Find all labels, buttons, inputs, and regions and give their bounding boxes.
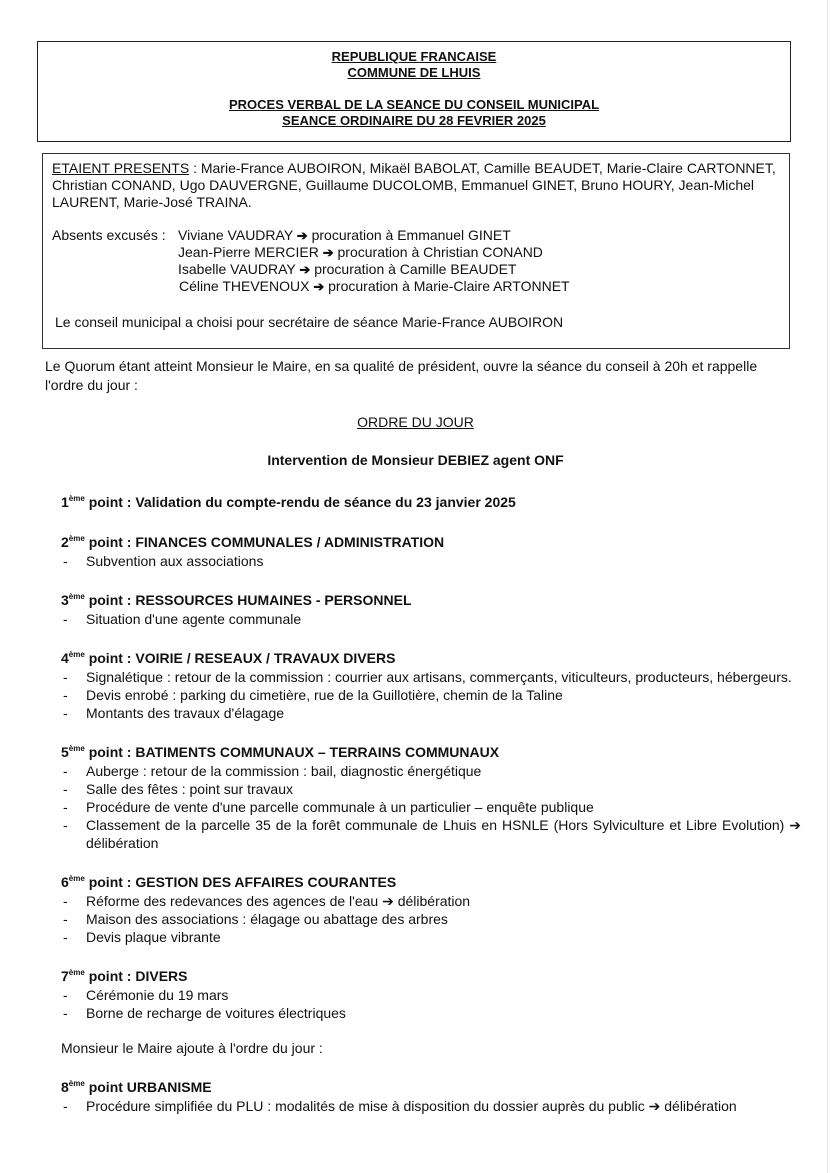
point-number: 4 [61,650,69,666]
header-commune: COMMUNE DE LHUIS [347,65,481,80]
agenda-item-text: Classement de la parcelle 35 de la forêt communale de Lhuis en HSNLE (Hors Sylviculture et Libre Evolution) ➔ délibération [86,817,801,851]
scan-edge-line [827,0,828,1173]
point-title-text: point : DIVERS [84,968,188,984]
header-title: PROCES VERBAL DE LA SEANCE DU CONSEIL MUNICIPAL [228,97,600,112]
agenda-title [0,414,831,430]
agenda-point [61,739,801,852]
point-ordinal-suffix: ème [68,1079,85,1088]
agenda-point-title [61,1074,801,1097]
agenda-title-text: ORDRE DU JOUR [357,414,474,430]
point-ordinal-suffix: ème [68,592,85,601]
arrow-right-icon: ➔ [313,279,325,294]
point-number: 2 [61,534,69,550]
agenda-item-text: Situation d'une agente communale [86,611,302,627]
agenda-item [61,704,801,722]
dash-bullet-icon: - [63,611,68,627]
agenda-point-items [61,762,801,852]
agenda-item [61,686,801,704]
agenda-item-text: Devis plaque vibrante [86,929,221,945]
arrow-right-icon: ➔ [296,228,308,243]
agenda-item-text: Cérémonie du 19 mars [86,987,229,1003]
agenda-item [61,928,801,946]
point-title-text: point : BATIMENTS COMMUNAUX – TERRAINS COMMUNAUX [84,744,500,760]
agenda-item [61,610,801,628]
point-number: 5 [61,744,69,760]
dash-bullet-icon: - [63,1098,68,1114]
arrow-right-icon: ➔ [299,262,311,277]
secretary-statement: Le conseil municipal a choisi pour secrétaire de séance Marie-France AUBOIRON [55,314,564,330]
agenda-point [61,587,801,628]
point-title-text: point : VOIRIE / RESEAUX / TRAVAUX DIVERS [84,650,396,666]
agenda-point-title [61,587,801,610]
point-ordinal-suffix: ème [68,968,85,977]
document-header [37,41,791,142]
agenda-item-text: Auberge : retour de la commission : bail, diagnostic énergétique [86,763,482,779]
agenda-item [61,668,801,686]
point-number: 7 [61,968,69,984]
absent-proxy: procuration à Camille BEAUDET [314,261,517,277]
agenda-item-text: Réforme des redevances des agences de l'eau ➔ délibération [86,893,471,909]
agenda-item-text: Maison des associations : élagage ou abattage des arbres [86,911,448,927]
agenda-item-text: Procédure de vente d'une parcelle communale à un particulier – enquête publique [86,799,594,815]
agenda-item [61,798,801,816]
dash-bullet-icon: - [63,929,68,945]
agenda-point [61,645,801,722]
maire-adds-statement: Monsieur le Maire ajoute à l'ordre du jour : [61,1040,323,1056]
dash-bullet-icon: - [63,669,68,685]
dash-bullet-icon: - [63,763,68,779]
present-names: : Marie-France AUBOIRON, Mikaël BABOLAT, Camille BEAUDET, Marie-Claire CARTONNET, Christian CONAND, Ugo DAUVERGNE, Guillaume DUCOLOMB, Emmanuel GINET, Bruno HOURY, Jean-Michel LAURENT, Marie-José TRAINA. [52,160,776,210]
point-title-text: point : GESTION DES AFFAIRES COURANTES [84,874,397,890]
present-label: ETAIENT PRESENTS [52,160,190,176]
point-number: 6 [61,874,69,890]
agenda-item-text: Subvention aux associations [86,553,264,569]
absent-name: Isabelle VAUDRAY [178,261,296,277]
agenda-item [61,1097,801,1115]
agenda-item [61,910,801,928]
agenda-point-items [61,1097,801,1115]
attendance-box [42,153,790,349]
agenda-item-text: Signalétique : retour de la commission : courrier aux artisans, commerçants, viticulteurs, producteurs, hébergeurs. [86,669,792,685]
agenda-point [61,529,801,570]
agenda-point-items [61,892,801,946]
agenda-item [61,1004,801,1022]
point-number: 1 [61,494,69,510]
dash-bullet-icon: - [63,705,68,721]
agenda-point [61,1074,801,1115]
agenda-point [61,869,801,946]
point-ordinal-suffix: ème [68,650,85,659]
agenda-item [61,780,801,798]
dash-bullet-icon: - [63,553,68,569]
header-republic: REPUBLIQUE FRANCAISE [331,49,497,64]
dash-bullet-icon: - [63,1005,68,1021]
point-ordinal-suffix: ème [68,744,85,753]
intervention-line: Intervention de Monsieur DEBIEZ agent ONF [267,452,564,468]
absents-list [52,227,779,295]
agenda-point-title [61,869,801,892]
arrow-right-icon: ➔ [322,245,334,260]
absent-proxy: procuration à Emmanuel GINET [311,227,511,243]
absent-name: Céline THEVENOUX [179,278,310,294]
agenda-point-title [61,489,801,512]
agenda-item [61,892,801,910]
absent-name: Jean-Pierre MERCIER [178,244,319,260]
agenda-item-text: Procédure simplifiée du PLU : modalités de mise à disposition du dossier auprès du public ➔ délibération [86,1098,737,1114]
point-ordinal-suffix: ème [68,874,85,883]
present-paragraph [52,160,779,211]
agenda-item [61,762,801,780]
dash-bullet-icon: - [63,781,68,797]
absent-label: Absents excusés : [52,227,166,243]
agenda-point-items [61,986,801,1022]
point-number: 3 [61,592,69,608]
point-title-text: point URBANISME [84,1079,212,1095]
agenda-point-title [61,645,801,668]
agenda-point [61,489,801,512]
point-title-text: point : Validation du compte-rendu de séance du 23 janvier 2025 [84,494,516,510]
absent-row [52,244,779,261]
agenda-point-items [61,552,801,570]
point-title-text: point : FINANCES COMMUNALES / ADMINISTRATION [84,534,445,550]
dash-bullet-icon: - [63,893,68,909]
absent-name: Viviane VAUDRAY [178,227,293,243]
dash-bullet-icon: - [63,987,68,1003]
agenda-point-title [61,529,801,552]
absent-proxy: procuration à Christian CONAND [337,244,543,260]
agenda-point-title [61,739,801,762]
absent-row [52,261,779,278]
absent-row [52,278,779,295]
dash-bullet-icon: - [63,911,68,927]
absent-row [52,227,779,244]
header-session: SEANCE ORDINAIRE DU 28 FEVRIER 2025 [282,113,546,128]
point-number: 8 [61,1079,69,1095]
dash-bullet-icon: - [63,687,68,703]
dash-bullet-icon: - [63,817,68,833]
agenda-item-text: Borne de recharge de voitures électriques [86,1005,346,1021]
quorum-paragraph: Le Quorum étant atteint Monsieur le Maire, en sa qualité de président, ouvre la séance du conseil à 20h et rappelle l'ordre du jour : [45,358,758,393]
agenda-item [61,552,801,570]
agenda-item [61,986,801,1004]
agenda-points [61,489,801,1132]
agenda-item-text: Devis enrobé : parking du cimetière, rue de la Guillotière, chemin de la Taline [86,687,563,703]
agenda-point-items [61,668,801,722]
dash-bullet-icon: - [63,799,68,815]
point-title-text: point : RESSOURCES HUMAINES - PERSONNEL [84,592,412,608]
agenda-item [61,816,801,852]
agenda-item-text: Montants des travaux d'élagage [86,705,285,721]
agenda-item-text: Salle des fêtes : point sur travaux [86,781,293,797]
point-ordinal-suffix: ème [68,494,85,503]
absent-proxy: procuration à Marie-Claire ARTONNET [328,278,570,294]
agenda-point [61,963,801,1022]
point-ordinal-suffix: ème [68,534,85,543]
agenda-point-items [61,610,801,628]
agenda-point-title [61,963,801,986]
